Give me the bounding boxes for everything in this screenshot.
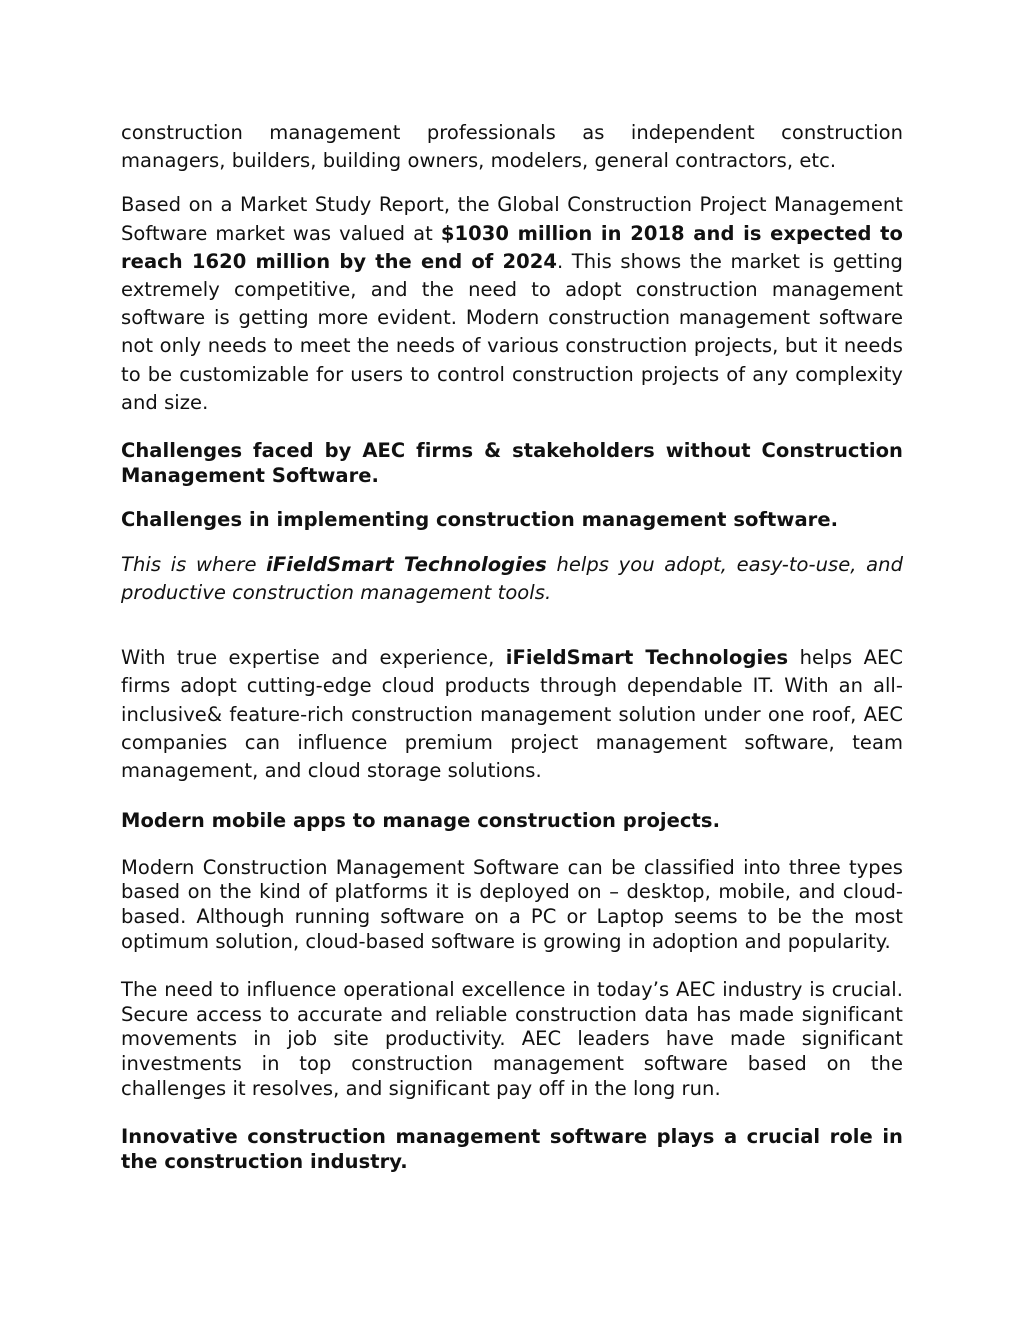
ifieldsmart-intro-text-continued: helps you adopt, easy-to-use, and productive construction management tools. bbox=[121, 552, 903, 605]
market-study-text-continued: . This shows the market is getting extremely competitive, and the need to adopt construction management software is getting more evident. Modern construction management software not only needs to meet the needs of various construction projects, but it needs to be customizable for users to control construction projects of any complexity and size. bbox=[121, 249, 903, 414]
mobile-apps-heading: Modern mobile apps to manage construction projects. bbox=[121, 809, 721, 833]
expertise-text: With true expertise and experience, bbox=[121, 646, 506, 670]
market-study-paragraph bbox=[121, 191, 903, 417]
expertise-text-continued: helps AEC firms adopt cutting-edge cloud products through dependable IT. With an all-inclusive& feature-rich construction management solution under one roof, AEC companies can influence premium project management software, team management, and cloud storage solutions. bbox=[121, 646, 904, 783]
intro-paragraph bbox=[121, 119, 903, 175]
ifieldsmart-intro-paragraph bbox=[121, 551, 903, 607]
implementation-heading: Challenges in implementing construction management software. bbox=[121, 508, 839, 532]
operational-excellence-paragraph: The need to influence operational excellence in today’s AEC industry is crucial. Secure access to accurate and reliable construction data has made significant movements in job site productivity. AEC leaders have made significant investments in top construction management software based on the challenges it resolves, and significant pay off in the long run. bbox=[121, 978, 903, 1100]
challenges-heading: Challenges faced by AEC firms & stakeholders without Construction Management Software. bbox=[121, 439, 903, 487]
intro-text: construction management professionals as independent construction managers, builders, building owners, modelers, general contractors, etc. bbox=[121, 121, 903, 173]
company-name-highlight-2: iFieldSmart Technologies bbox=[505, 646, 789, 670]
company-name-highlight: iFieldSmart Technologies bbox=[266, 552, 547, 576]
market-study-text: Based on a Market Study Report, the Global Construction Project Management Software market was valued at bbox=[121, 193, 903, 245]
market-value-highlight: $1030 million in 2018 and is expected to reach 1620 million by the end of 2024 bbox=[121, 221, 903, 273]
innovative-software-heading: Innovative construction management software plays a crucial role in the construction industry. bbox=[121, 1125, 903, 1173]
document-page bbox=[121, 119, 903, 1174]
platforms-paragraph: Modern Construction Management Software can be classified into three types based on the kind of platforms it is deployed on – desktop, mobile, and cloud-based. Although running software on a PC or Laptop seems to be the most optimum solution, cloud-based software is growing in adoption and popularity. bbox=[121, 855, 903, 953]
expertise-paragraph bbox=[121, 644, 903, 785]
ifieldsmart-intro-text: This is where bbox=[121, 552, 267, 576]
